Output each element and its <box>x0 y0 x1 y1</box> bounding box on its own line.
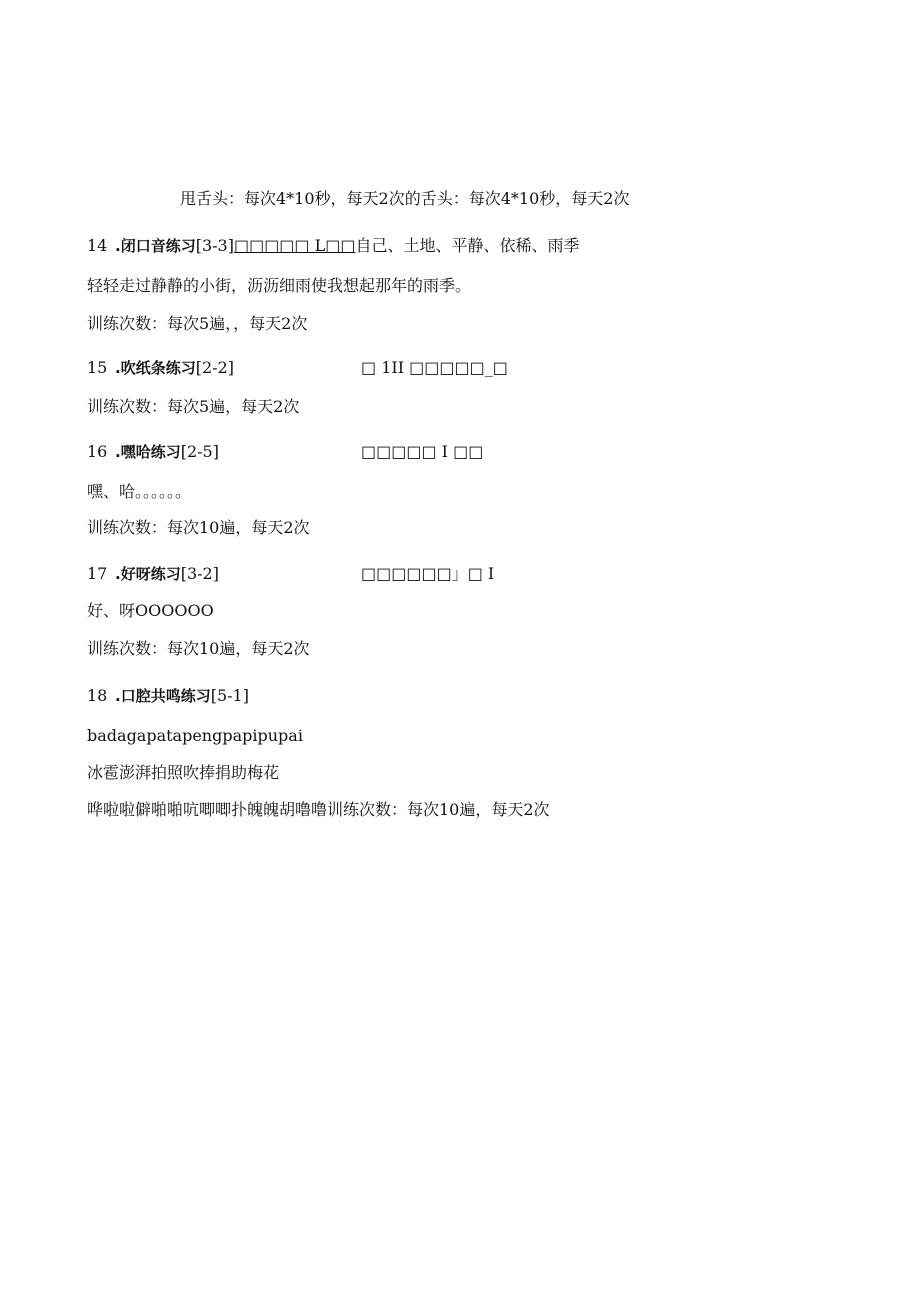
section-title: .口腔共鸣练习 <box>115 687 211 705</box>
section-18-heading <box>87 686 249 706</box>
section-15-heading <box>87 358 234 378</box>
section-code: [3-2] <box>180 564 219 583</box>
section-title: .闭口音练习 <box>115 237 196 255</box>
section-17-line-2: 训练次数：每次10遍，每天2次 <box>87 639 310 658</box>
section-number: 18 <box>87 686 108 705</box>
garbled-glyphs: □□□□□□」□ I <box>361 564 495 583</box>
section-title-tail: 自己、土地、平静、依稀、雨季 <box>355 236 580 255</box>
section-code: [2-5] <box>180 442 219 461</box>
section-number: 17 <box>87 564 108 583</box>
section-18-line-2: 冰雹澎湃拍照吹捧捐助梅花 <box>87 763 280 782</box>
section-16-line-2: 训练次数：每次10遍，每天2次 <box>87 518 310 537</box>
section-18-line-3: 哗啦啦僻啪啪吭唧唧扑魄魄胡噜噜训练次数：每次10遍，每天2次 <box>87 800 550 819</box>
section-code: [2-2] <box>195 358 234 377</box>
section-number: 14 <box>87 236 108 255</box>
garbled-glyphs: □□□□□ I □□ <box>361 442 484 461</box>
section-number: 15 <box>87 358 108 377</box>
section-17-heading <box>87 564 219 584</box>
section-title: .吹纸条练习 <box>115 359 196 377</box>
section-15-line-1: 训练次数：每次5遍，每天2次 <box>87 397 300 416</box>
section-18-line-1: badagapatapengpapipupai <box>87 726 303 745</box>
section-code: [5-1] <box>210 686 249 705</box>
section-14-line-2: 训练次数：每次5遍，，每天2次 <box>87 314 308 333</box>
section-code: [3-3] <box>195 236 234 255</box>
section-16-heading <box>87 442 219 462</box>
section-16-line-1: 嘿、哈。。。。。。 <box>87 482 192 501</box>
section-title: .好呀练习 <box>115 565 181 583</box>
section-title: .嘿哈练习 <box>115 443 181 461</box>
garbled-glyphs: □□□□□ L□□ <box>233 236 356 255</box>
section-17-line-1: 好、呀OOOOOO <box>87 601 214 620</box>
intro-line: 甩舌头：每次4*10秒，每天2次的舌头：每次4*10秒，每天2次 <box>180 189 630 208</box>
section-14-line-1: 轻轻走过静静的小街，沥沥细雨使我想起那年的雨季。 <box>87 276 472 295</box>
garbled-glyphs: □ 1II □□□□□_□ <box>361 358 508 377</box>
section-number: 16 <box>87 442 108 461</box>
section-14-heading <box>87 236 580 256</box>
